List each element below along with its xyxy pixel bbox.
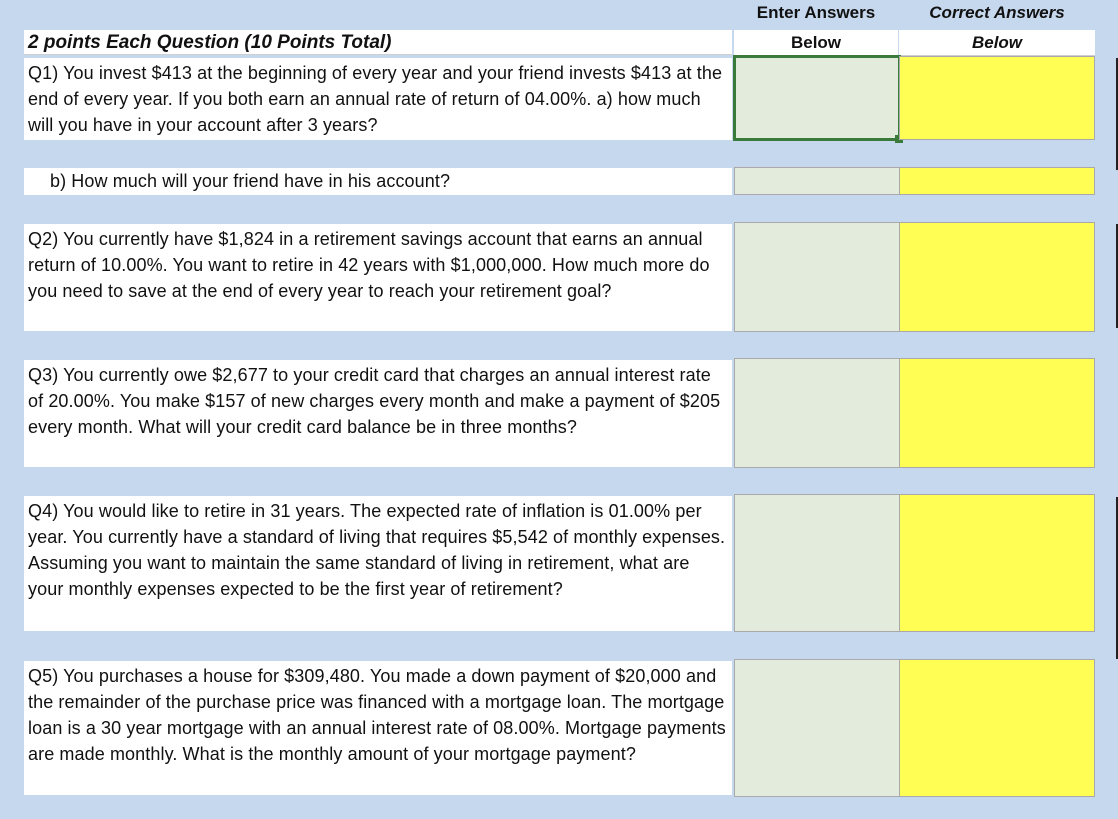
correct-answers-header: Correct Answers	[929, 3, 1065, 22]
question-q2: Q2) You currently have $1,824 in a retirement savings account that earns an annual return of 10.00%. You want to retire in 42 years with $1,000,000. How much more do you need to save at the end of every year to reach your retirement goal?	[24, 224, 732, 331]
question-q3: Q3) You currently owe $2,677 to your credit card that charges an annual interest rate of 20.00%. You make $157 of new charges every month and make a payment of $205 every month. What will your credit card balance be in three months?	[24, 360, 732, 467]
answer-cell-q2[interactable]	[734, 222, 900, 332]
answer-cell-q1a[interactable]	[733, 55, 901, 141]
question-q1a: Q1) You invest $413 at the beginning of every year and your friend invests $413 at the end of every year. If you both earn an annual rate of return of 04.00%. a) how much will you have in your account after 3 years?	[24, 58, 732, 140]
question-q5: Q5) You purchases a house for $309,480. You made a down payment of $20,000 and the remainder of the purchase price was financed with a mortgage loan. The mortgage loan is a 30 year mortgage with an annual interest rate of 08.00%. Mortgage payments are made monthly. What is the monthly amount of your mortgage payment?	[24, 661, 732, 795]
enter-answers-header-below: Below	[734, 30, 898, 56]
answer-cell-q1b[interactable]	[734, 167, 900, 195]
enter-answers-header: Enter Answers	[756, 3, 876, 22]
question-q1b: b) How much will your friend have in his account?	[24, 168, 732, 195]
correct-cell-q3	[899, 358, 1095, 468]
correct-cell-q2	[899, 222, 1095, 332]
correct-answers-header-below: Below	[899, 30, 1095, 56]
answer-cell-q3[interactable]	[734, 358, 900, 468]
correct-cell-q4	[899, 494, 1095, 632]
answer-cell-q4[interactable]	[734, 494, 900, 632]
correct-cell-q5	[899, 659, 1095, 797]
correct-cell-q1a	[899, 56, 1095, 140]
question-q4: Q4) You would like to retire in 31 years. The expected rate of inflation is 01.00% per year. You currently have a standard of living that requires $5,542 of monthly expenses. Assuming you want to maintain the same standard of living in retirement, what are your monthly expenses expected to be the first year of retirement?	[24, 496, 732, 631]
section-title: 2 points Each Question (10 Points Total)	[24, 30, 732, 55]
correct-cell-q1b	[899, 167, 1095, 195]
answer-cell-q5[interactable]	[734, 659, 900, 797]
